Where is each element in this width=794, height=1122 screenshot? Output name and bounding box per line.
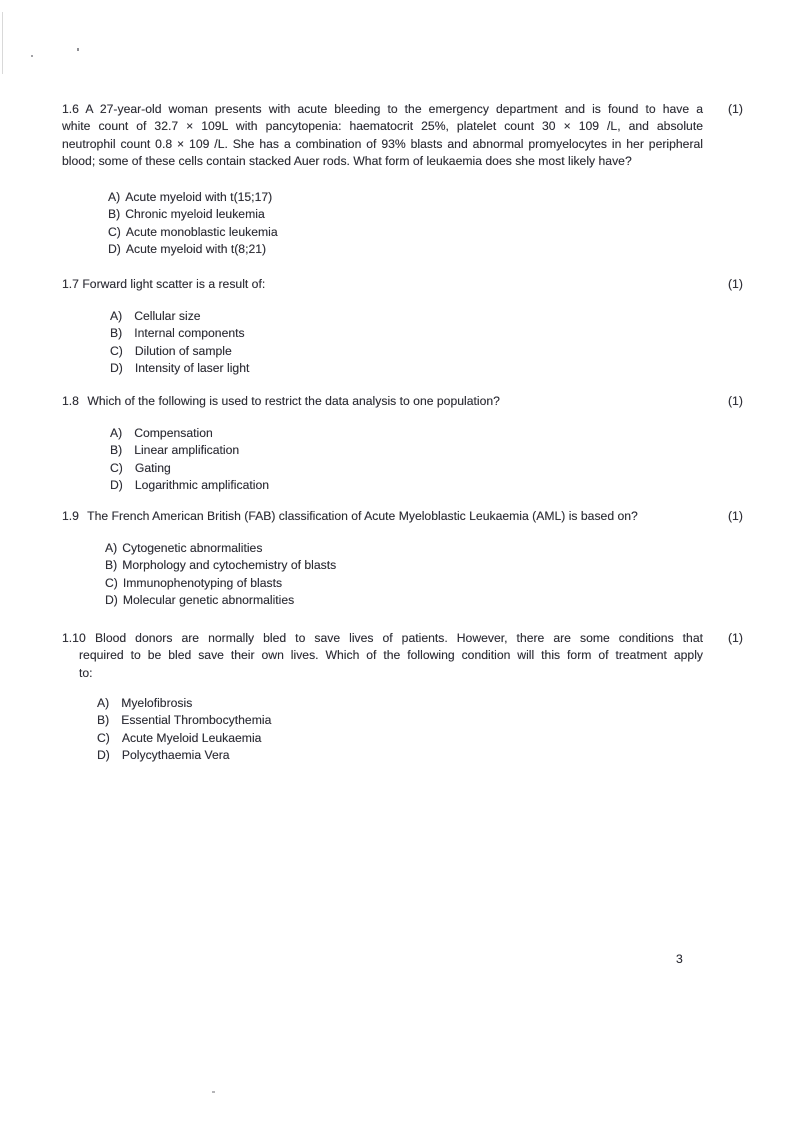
option-letter: D) — [97, 748, 110, 763]
option-letter: D) — [110, 478, 123, 493]
option-row — [110, 308, 249, 325]
question-text: A 27-year-old woman presents with acute bleeding to the emergency department and is found to have a — [85, 102, 703, 116]
question-text-line: white count of 32.7 × 109L with pancytopenia: haematocrit 25%, platelet count 30 × 109 /L, and absolute — [62, 119, 703, 134]
option-row — [110, 325, 249, 342]
question-body — [62, 101, 703, 171]
option-text: Acute monoblastic leukemia — [125, 224, 278, 239]
scan-artifact-speck — [31, 55, 33, 57]
option-row — [110, 477, 269, 494]
question-number: 1.9 — [62, 509, 79, 523]
question-block-1-7 — [62, 276, 767, 293]
question-text-line — [62, 393, 703, 410]
option-row — [110, 343, 249, 360]
question-body — [62, 630, 703, 682]
option-text: Acute Myeloid Leukaemia — [121, 730, 262, 745]
question-number: 1.10 — [62, 631, 86, 645]
options-1-7 — [110, 308, 249, 378]
question-text: Forward light scatter is a result of: — [82, 277, 266, 291]
option-letter: C) — [108, 224, 121, 239]
option-letter: C) — [105, 575, 118, 590]
option-text: Acute myeloid with t(8;21) — [125, 242, 267, 257]
question-text-line: to: — [79, 665, 93, 680]
option-row — [105, 575, 336, 592]
question-text: The French American British (FAB) classification of Acute Myeloblastic Leukaemia (AML) is based on? — [87, 509, 638, 523]
marks-label: (1) — [728, 509, 743, 523]
option-row — [97, 730, 271, 747]
option-letter: C) — [110, 343, 123, 358]
option-row — [110, 360, 249, 377]
option-letter: B) — [105, 558, 118, 573]
option-row — [108, 241, 278, 258]
option-row — [108, 206, 278, 223]
option-text: Cytogenetic abnormalities — [122, 541, 263, 555]
scan-artifact-speck — [212, 1091, 215, 1093]
option-text: Compensation — [134, 426, 213, 440]
option-text: Internal components — [134, 326, 245, 341]
option-text: Dilution of sample — [134, 343, 232, 358]
question-number: 1.6 — [62, 102, 79, 116]
question-block-1-10 — [62, 630, 767, 682]
option-row — [97, 695, 271, 712]
marks-label: (1) — [728, 394, 743, 408]
option-row — [108, 189, 278, 206]
option-letter: A) — [110, 309, 123, 323]
marks-label: (1) — [728, 631, 743, 645]
option-text: Linear amplification — [134, 443, 240, 458]
option-letter: A) — [108, 190, 121, 204]
option-text: Essential Thrombocythemia — [121, 713, 272, 728]
option-text: Gating — [134, 460, 171, 475]
option-text: Intensity of laser light — [134, 361, 250, 376]
option-text: Polycythaemia Vera — [121, 748, 230, 763]
option-row — [110, 460, 269, 477]
option-letter: A) — [97, 696, 110, 710]
question-number: 1.8 — [62, 394, 79, 408]
option-letter: B) — [110, 443, 123, 458]
option-text: Logarithmic amplification — [134, 478, 269, 493]
marks-label: (1) — [728, 102, 743, 116]
question-block-1-9 — [62, 508, 767, 525]
marks-label: (1) — [728, 277, 743, 291]
question-text-line: blood; some of these cells contain stacked Auer rods. What form of leukaemia does she most likely have? — [62, 154, 632, 169]
options-1-6 — [108, 189, 278, 259]
option-text: Chronic myeloid leukemia — [125, 207, 265, 222]
option-letter: C) — [110, 460, 123, 475]
page-number: 3 — [676, 952, 683, 966]
question-text-line — [62, 276, 703, 293]
option-text: Myelofibrosis — [121, 696, 193, 710]
options-1-8 — [110, 425, 269, 495]
option-letter: D) — [110, 361, 123, 376]
option-text: Acute myeloid with t(15;17) — [125, 190, 273, 204]
question-text: Blood donors are normally bled to save lives of patients. However, there are some conditions that — [95, 631, 703, 645]
option-row — [108, 224, 278, 241]
option-row — [97, 747, 271, 764]
option-row — [105, 557, 336, 574]
option-row — [110, 425, 269, 442]
option-text: Cellular size — [134, 309, 201, 323]
question-number: 1.7 — [62, 277, 79, 291]
option-letter: C) — [97, 730, 110, 745]
option-letter: B) — [97, 713, 110, 728]
option-text: Morphology and cytochemistry of blasts — [122, 558, 337, 573]
option-letter: D) — [105, 593, 118, 608]
question-block-1-8 — [62, 393, 767, 410]
scan-artifact-speck — [77, 48, 79, 51]
question-body — [62, 508, 703, 525]
option-letter: B) — [110, 326, 123, 341]
question-text-line — [62, 508, 703, 525]
option-letter: A) — [105, 541, 118, 555]
question-text: Which of the following is used to restrict the data analysis to one population? — [87, 394, 500, 408]
option-row — [105, 540, 336, 557]
question-text-line: neutrophil count 0.8 × 109 /L. She has a combination of 93% blasts and abnormal promyelocytes in her peripheral — [62, 136, 703, 151]
option-letter: B) — [108, 207, 121, 222]
option-row — [105, 592, 336, 609]
question-text-line — [62, 630, 703, 647]
options-1-9 — [105, 540, 336, 610]
option-row — [110, 442, 269, 459]
scan-artifact-line — [2, 12, 3, 74]
options-1-10 — [97, 695, 271, 765]
option-text: Molecular genetic abnormalities — [122, 593, 295, 608]
option-letter: D) — [108, 242, 121, 257]
question-text-line: required to be bled save their own lives. Which of the following condition will this form of treatment apply — [79, 648, 703, 663]
question-body — [62, 393, 703, 410]
option-text: Immunophenotyping of blasts — [122, 575, 283, 590]
option-letter: A) — [110, 426, 123, 440]
question-text-line — [62, 101, 703, 118]
option-row — [97, 712, 271, 729]
question-body — [62, 276, 703, 293]
question-block-1-6 — [62, 101, 767, 171]
